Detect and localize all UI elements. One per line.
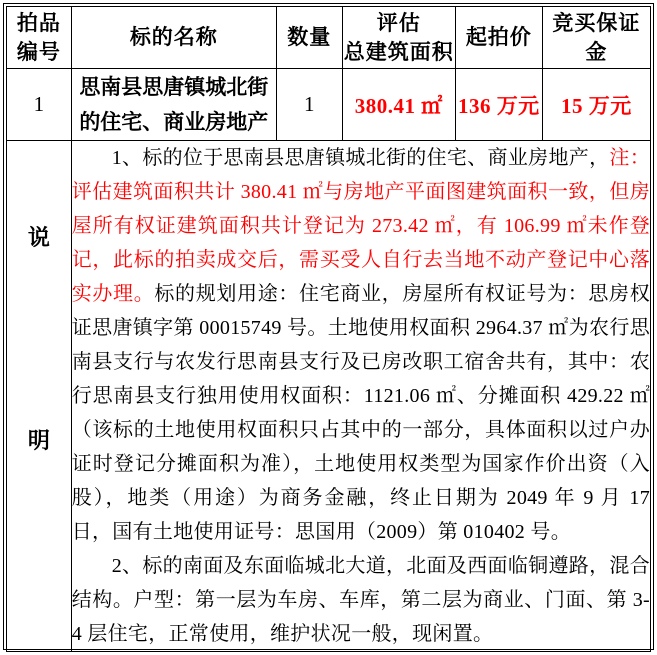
cell-start-price: 136 万元 bbox=[455, 69, 542, 141]
notes-paragraph-2: 2、标的南面及东面临城北大道，北面及西面临铜遵路，混合结构。户型：第一层为车房、车库，第二层为商业、门面、第 3-4 层住宅，正常使用，维护状况一般，现闲置。 bbox=[71, 555, 650, 645]
header-cell-quantity: 数量 bbox=[276, 7, 342, 69]
notes-row bbox=[7, 141, 651, 652]
notes-label-char-1: 说 bbox=[27, 225, 50, 250]
cell-quantity: 1 bbox=[276, 69, 342, 141]
cell-item-no: 1 bbox=[7, 69, 72, 141]
notes-content-cell bbox=[71, 141, 650, 652]
notes-label-char-2: 明 bbox=[27, 428, 50, 453]
auction-table bbox=[6, 6, 651, 652]
header-area-line1: 评估 bbox=[376, 10, 421, 35]
header-cell-deposit: 竞买保证金 bbox=[542, 7, 650, 69]
header-cell-start-price: 起拍价 bbox=[455, 7, 542, 69]
notes-label-cell bbox=[7, 141, 72, 652]
notes-label bbox=[7, 141, 71, 455]
auction-table-border bbox=[3, 3, 654, 650]
table-row-item-1 bbox=[7, 69, 651, 141]
header-item-no-line1: 拍品 bbox=[16, 10, 61, 35]
header-cell-name: 标的名称 bbox=[71, 7, 276, 69]
cell-item-name: 思南县思唐镇城北街的住宅、商业房地产 bbox=[71, 69, 276, 141]
header-item-no-line2: 编号 bbox=[16, 39, 61, 64]
header-area-line2: 总建筑面积 bbox=[343, 39, 454, 64]
notes-paragraph-1: 1、标的位于思南县思唐镇城北街的住宅、商业房地产，注：评估建筑面积共计 380.41 ㎡与房地产平面图建筑面积一致，但房屋所有权证建筑面积共计登记为 273.42 ㎡，有 106.99 ㎡未作登记，此标的拍卖成交后，需买受人自行去当地不动产登记中心落实办理。标的规划用途：住宅商业，房屋所有权证号为：思房权证思唐镇字第 00015749 号。土地使用权面积 2964.37 ㎡为农行思南县支行与农发行思南县支行及已房改职工宿舍共有，其中：农行思南县支行独用使用权面积：1121.06 ㎡、分摊面积 429.22 ㎡（该标的土地使用权面积只占其中的一部分，具体面积以过户办证时登记分摊面积为准），土地使用权类型为国家作价出资（入股），地类（用途）为商务金融，终止日期为 2049 年 9 月 17 日，国有土地使用证号：思国用（2009）第 010402 号。 bbox=[71, 147, 650, 543]
cell-deposit: 15 万元 bbox=[542, 69, 650, 141]
header-row bbox=[7, 7, 651, 69]
header-cell-item-no bbox=[7, 7, 72, 69]
header-cell-area bbox=[342, 7, 455, 69]
cell-assessed-area: 380.41 ㎡ bbox=[342, 69, 455, 141]
